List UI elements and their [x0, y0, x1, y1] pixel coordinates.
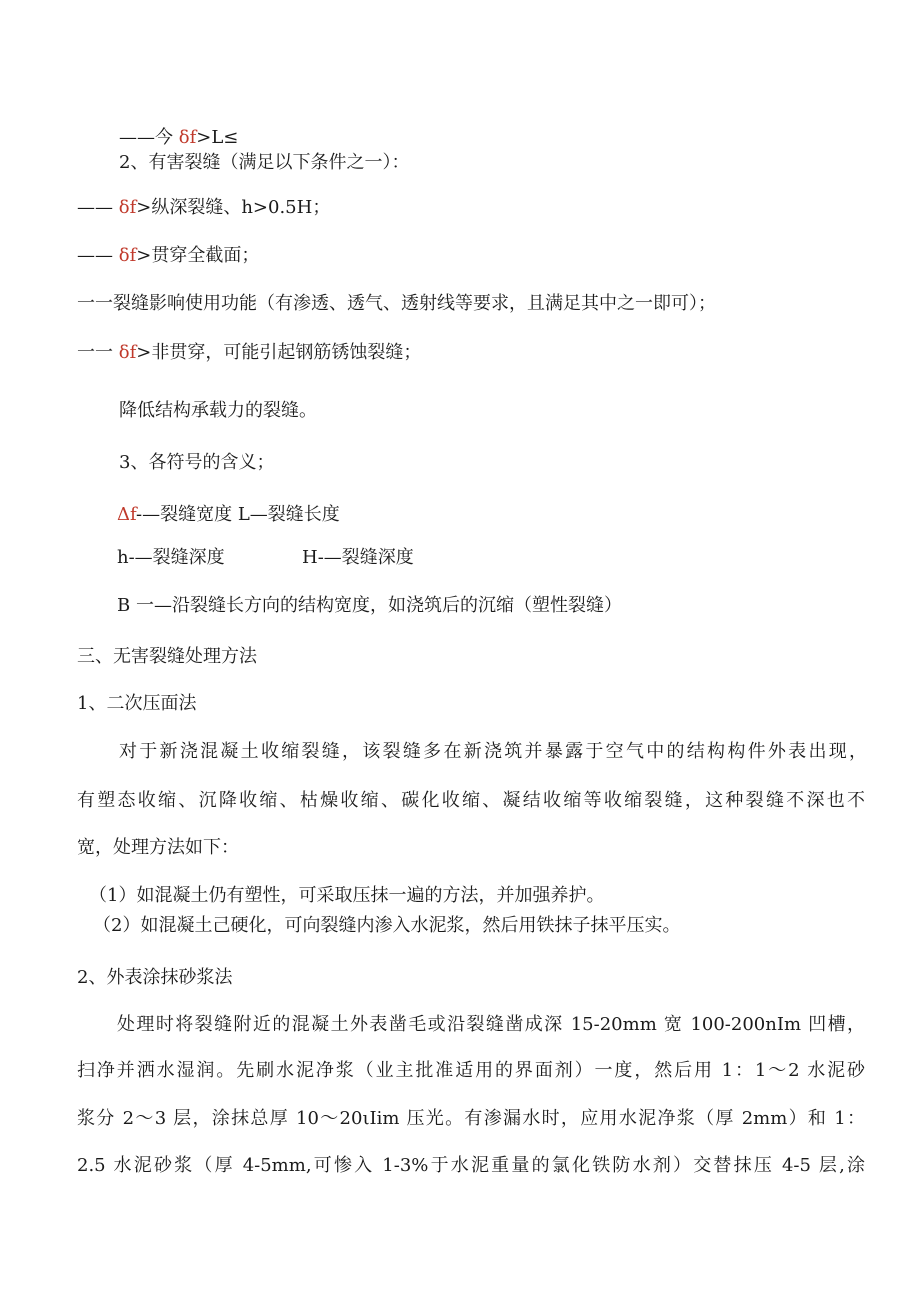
paragraph-line: 处理时将裂缝附近的混凝土外表凿毛或沿裂缝凿成深 15-20mm 宽 100-200nIm 凹槽， [117, 1014, 865, 1035]
paragraph-line: 有塑态收缩、沉降收缩、枯燥收缩、碳化收缩、凝结收缩等收缩裂缝，这种裂缝不深也不 [77, 790, 865, 811]
paragraph-line: 2.5 水泥砂浆（厚 4-5mm,可惨入 1-3%于水泥重量的氯化铁防水剂）交替抹压 4-5 层,涂 [77, 1155, 865, 1176]
paragraph-line: 扫净并洒水湿润。先刷水泥净浆（业主批准适用的界面剂）一度，然后用 1：1～2 水泥砂 [77, 1060, 865, 1081]
text-line: 2、有害裂缝（满足以下条件之一）： [119, 152, 410, 173]
text-line: 3、各符号的含义； [119, 452, 275, 473]
paragraph-line: 浆分 2～3 层，涂抹总厚 10～20ιIim 压光。有渗漏水时，应用水泥净浆（厚 2mm）和 1： [77, 1108, 865, 1129]
paragraph-line: 对于新浇混凝土收缩裂缝，该裂缝多在新浇筑并暴露于空气中的结构构件外表出现， [119, 741, 867, 762]
text-line: ——今 δf>L≤ [119, 127, 239, 148]
text-line: 一一裂缝影响使用功能（有渗透、透气、透射线等要求，且满足其中之一即可）； [77, 293, 716, 314]
text-line: 一一 δf>非贯穿，可能引起钢筋锈蚀裂缝； [77, 342, 422, 363]
paragraph-line: 宽，处理方法如下： [77, 837, 239, 858]
subsection-heading: 1、二次压面法 [77, 693, 197, 714]
subsection-heading: 2、外表涂抹砂浆法 [77, 967, 233, 988]
text-line: —— δf>纵深裂缝、h>0.5H； [77, 197, 331, 218]
section-heading: 三、无害裂缝处理方法 [77, 646, 257, 667]
text-line: h-—裂缝深度 [117, 547, 225, 568]
list-item: （1）如混凝土仍有塑性，可采取压抹一遍的方法，并加强养护。 [89, 885, 605, 906]
text-line: Δf-—裂缝宽度 L—裂缝长度 [117, 504, 340, 525]
text-line: B 一—沿裂缝长方向的结构宽度，如浇筑后的沉缩（塑性裂缝） [117, 595, 622, 616]
text-line: H-—裂缝深度 [302, 547, 414, 568]
list-item: （2）如混凝土己硬化，可向裂缝内渗入水泥浆，然后用铁抹子抹平压实。 [93, 915, 681, 936]
text-line: —— δf>贯穿全截面； [77, 245, 260, 266]
text-line: 降低结构承载力的裂缝。 [119, 400, 317, 421]
